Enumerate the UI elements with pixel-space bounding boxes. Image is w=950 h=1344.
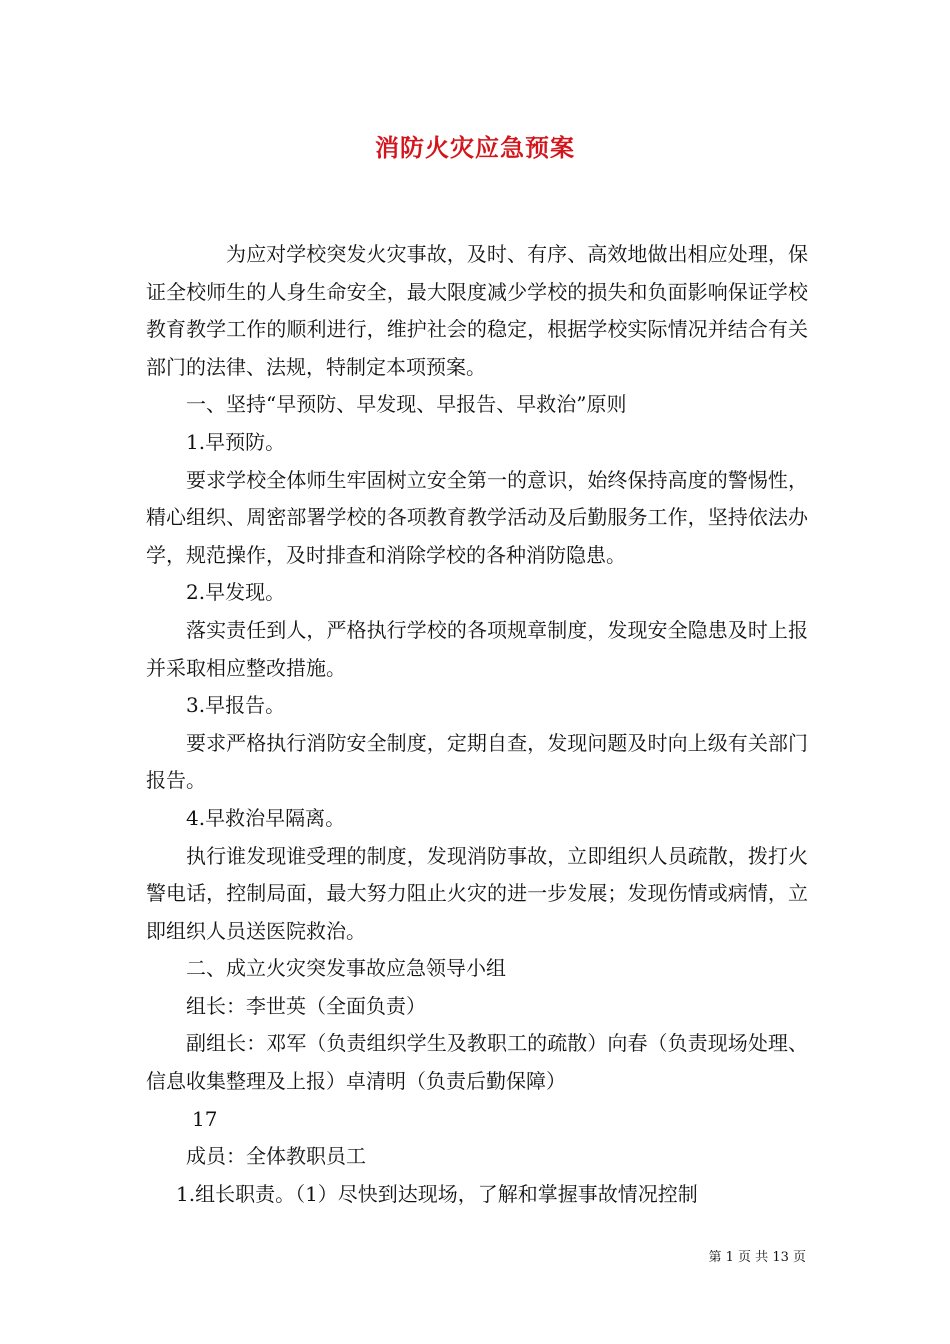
leader-duties-line: 1.组长职责。（1）尽快到达现场，了解和掌握事故情况控制: [176, 1181, 698, 1206]
stray-number: 17: [192, 1106, 218, 1131]
paragraph-early-detection: 落实责任到人，严格执行学校的各项规章制度，发现安全隐患及时上报并采取相应整改措施。: [146, 617, 808, 680]
page-number-footer: 第 1 页 共 13 页: [708, 1250, 806, 1265]
section-heading-leadership-group: 二、成立火灾突发事故应急领导小组: [186, 956, 506, 981]
item-heading-early-prevention: 1.早预防。: [186, 429, 286, 454]
document-body: [146, 236, 808, 1213]
item-heading-early-treatment: 4.早救治早隔离。: [186, 805, 346, 830]
document-title: 消防火灾应急预案: [375, 133, 575, 162]
deputy-leaders-paragraph: 副组长：邓军（负责组织学生及教职工的疏散）向春（负责现场处理、信息收集整理及上报）卓清明（负责后勤保障）: [146, 1031, 808, 1094]
leader-line: 组长：李世英（全面负责）: [186, 993, 426, 1018]
section-heading-principles: 一、坚持“早预防、早发现、早报告、早救治”原则: [186, 392, 627, 417]
paragraph-early-prevention: 要求学校全体师生牢固树立安全第一的意识，始终保持高度的警惕性，精心组织、周密部署学校的各项教育教学活动及后勤服务工作，坚持依法办学，规范操作，及时排查和消除学校的各种消防隐患。: [146, 467, 808, 567]
intro-paragraph: 为应对学校突发火灾事故，及时、有序、高效地做出相应处理，保证全校师生的人身生命安全，最大限度减少学校的损失和负面影响保证学校教育教学工作的顺利进行，维护社会的稳定，根据学校实际情况并结合有关部门的法律、法规，特制定本项预案。: [146, 242, 808, 379]
paragraph-early-treatment: 执行谁发现谁受理的制度，发现消防事故，立即组织人员疏散，拨打火警电话，控制局面，最大努力阻止火灾的进一步发展；发现伤情或病情，立即组织人员送医院救治。: [146, 843, 808, 943]
item-heading-early-report: 3.早报告。: [186, 693, 286, 718]
paragraph-early-report: 要求严格执行消防安全制度，定期自查，发现问题及时向上级有关部门报告。: [146, 730, 808, 793]
item-heading-early-detection: 2.早发现。: [186, 580, 286, 605]
members-line: 成员：全体教职员工: [186, 1144, 366, 1169]
